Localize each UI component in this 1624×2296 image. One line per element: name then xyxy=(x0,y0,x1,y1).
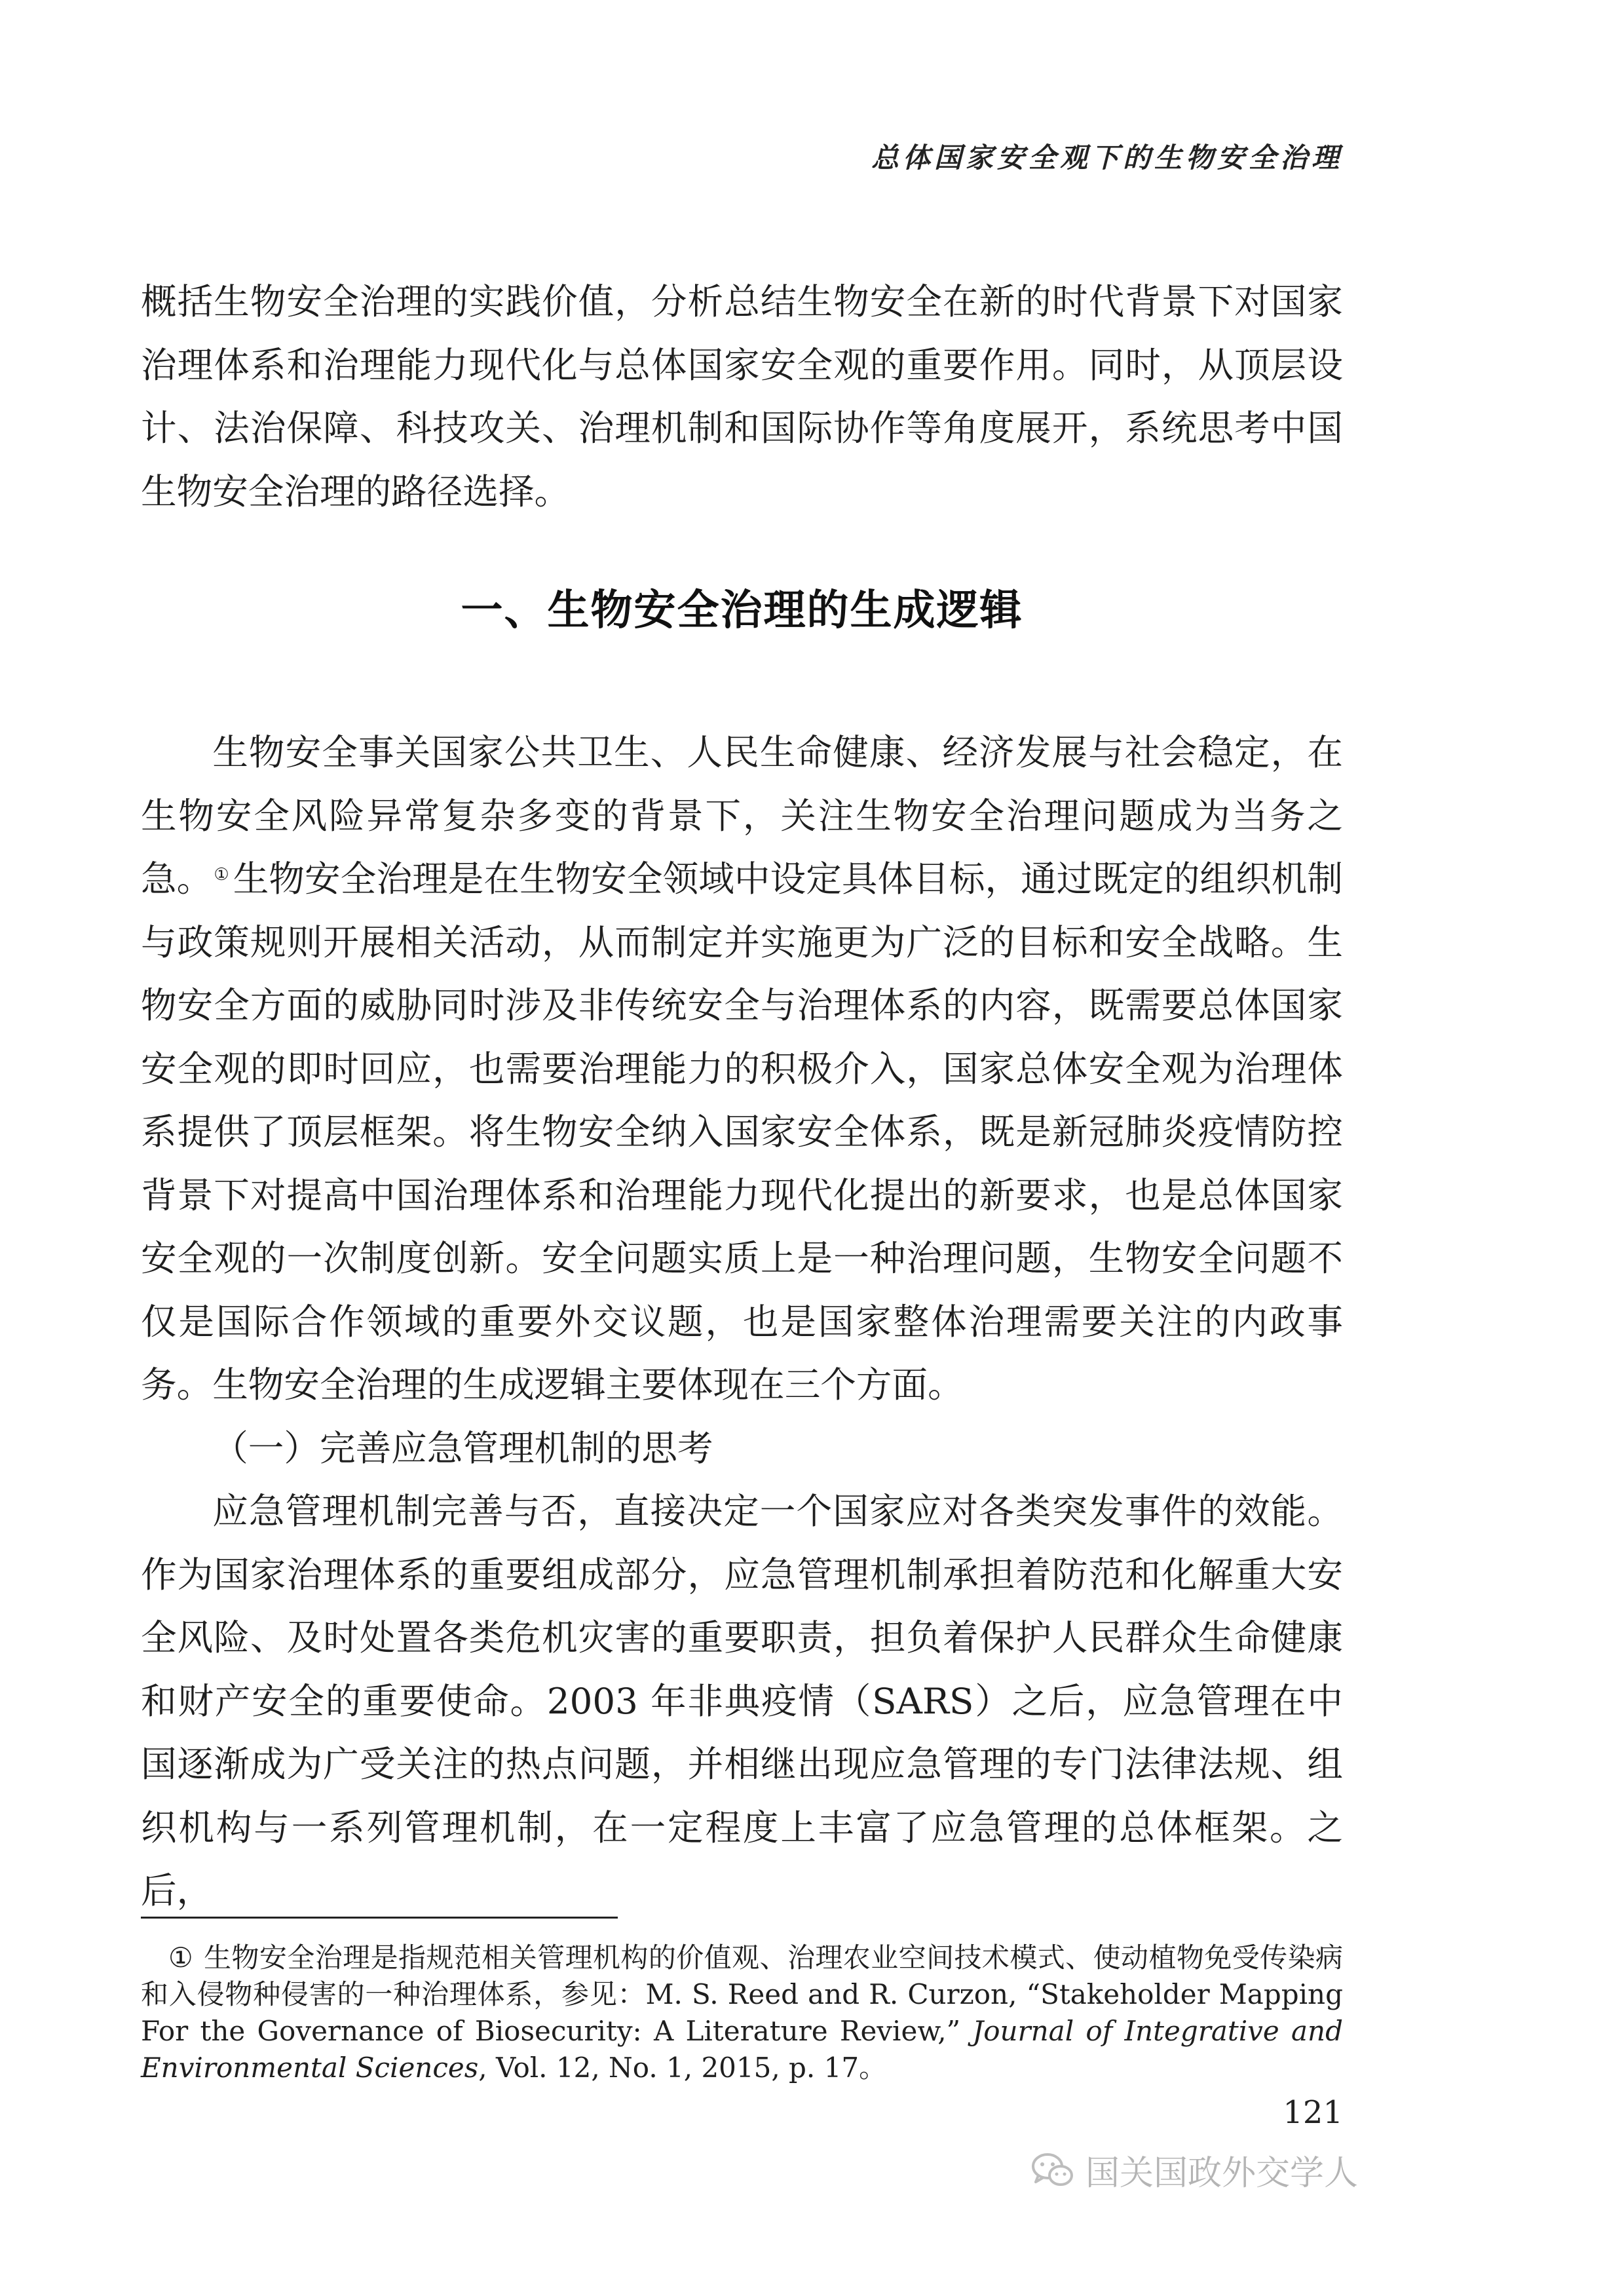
footnote-divider xyxy=(141,1917,618,1919)
running-header: 总体国家安全观下的生物安全治理 xyxy=(871,142,1343,174)
intro-paragraph-text: 概括生物安全治理的实践价值，分析总结生物安全在新的时代背景下对国家治理体系和治理能力现代化与总体国家安全观的重要作用。同时，从顶层设计、法治保障、科技攻关、治理机制和国际协作等角度展开，系统思考中国生物安全治理的路径选择。 xyxy=(141,280,1343,512)
section-body xyxy=(141,721,1343,1923)
footnote-text xyxy=(141,1940,1343,2086)
footnote-journal-title: Journal of Integrative and Environmental Sciences xyxy=(141,2015,1343,2084)
footnote-reference[interactable]: ① xyxy=(214,865,229,885)
body-paragraph-1-part2: 生物安全治理是在生物安全领域中设定具体目标，通过既定的组织机制与政策规则开展相关活动，从而制定并实施更为广泛的目标和安全战略。生物安全方面的威胁同时涉及非传统安全与治理体系的内容，既需要总体国家安全观的即时回应，也需要治理能力的积极介入，国家总体安全观为治理体系提供了顶层框架。将生物安全纳入国家安全体系，既是新冠肺炎疫情防控背景下对提高中国治理体系和治理能力现代化提出的新要求，也是总体国家安全观的一次制度创新。安全问题实质上是一种治理问题，生物安全问题不仅是国际合作领域的重要外交议题，也是国家整体治理需要关注的内政事务。生物安全治理的生成逻辑主要体现在三个方面。 xyxy=(141,858,1343,1406)
page-number: 121 xyxy=(1283,2094,1343,2131)
watermark xyxy=(1032,2145,1358,2194)
footnote xyxy=(141,1940,1343,2086)
section-heading: 一、生物安全治理的生成逻辑 xyxy=(461,586,1023,635)
footnote-text-part2: , Vol. 12, No. 1, 2015, p. 17。 xyxy=(478,2052,887,2084)
subsection-heading: （一）完善应急管理机制的思考 xyxy=(212,1426,713,1469)
footnote-marker: ① xyxy=(168,1942,194,1974)
body-paragraph-2: 应急管理机制完善与否，直接决定一个国家应对各类突发事件的效能。作为国家治理体系的重要组成部分，应急管理机制承担着防范和化解重大安全风险、及时处置各类危机灾害的重要职责，担负着保护人民群众生命健康和财产安全的重要使命。2003 年非典疫情（SARS）之后，应急管理在中国逐渐成为广受关注的热点问题，并相继出现应急管理的专门法律法规、组织机构与一系列管理机制，在一定程度上丰富了应急管理的总体框架。之后， xyxy=(141,1490,1343,1911)
footnote-text-part1: 生物安全治理是指规范相关管理机构的价值观、治理农业空间技术模式、使动植物免受传染病和入侵物种侵害的一种治理体系，参见：M. S. Reed and R. Curzon, “Stakeholder Mapping For the Governance of Biosecurity: A Literature Review,” xyxy=(141,1942,1343,2047)
intro-paragraph xyxy=(141,270,1343,523)
wechat-icon xyxy=(1032,2152,1074,2189)
watermark-text: 国关国政外交学人 xyxy=(1086,2154,1359,2193)
body-paragraph-1-part1: 生物安全事关国家公共卫生、人民生命健康、经济发展与社会稳定，在生物安全风险异常复杂多变的背景下，关注生物安全治理问题成为当务之急。 xyxy=(141,731,1343,900)
body-paragraph-1 xyxy=(141,721,1343,1417)
